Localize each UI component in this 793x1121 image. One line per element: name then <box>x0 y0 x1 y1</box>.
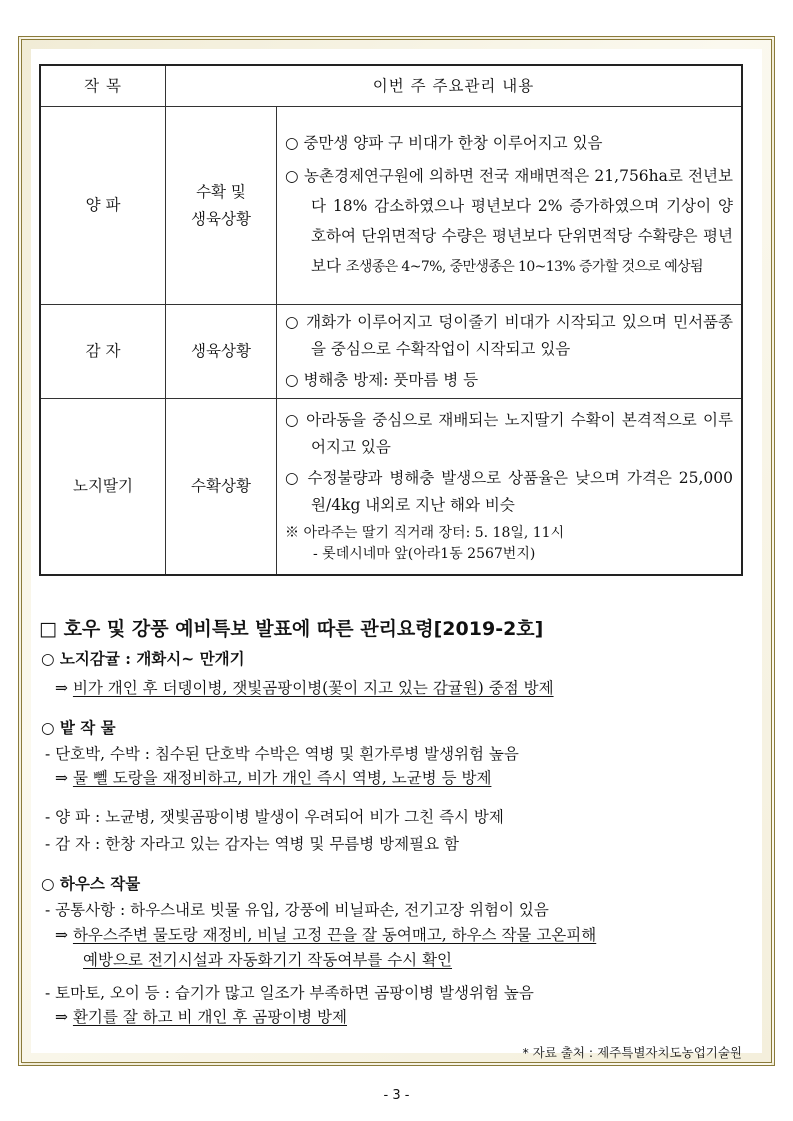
note-line: ※ 아라주는 딸기 직거래 장터: 5. 18일, 11시 <box>285 525 565 542</box>
bullet-text: ○ 병해충 방제: 풋마름 병 등 <box>285 371 479 389</box>
house-action <box>55 1005 347 1027</box>
crop-cell: 양 파 <box>40 107 166 305</box>
house-action <box>55 923 596 945</box>
bullet-text <box>285 161 733 282</box>
table-row <box>40 107 742 305</box>
category-cell: 생육상황 <box>166 305 277 399</box>
field-line: - 단호박, 수박 : 침수된 단호박 수박은 역병 및 흰가루병 발생위험 높음 <box>45 745 519 763</box>
bullet-text: ○ 수정불량과 병해충 발생으로 상품율은 낮으며 가격은 25,000원/4kg 내외로 지난 해와 비슷 <box>285 469 733 515</box>
page-number: - 3 - <box>383 1088 410 1103</box>
page-inner <box>31 49 762 1060</box>
house-action-text: 하우스주변 물도랑 재정비, 비닐 고정 끈을 잘 동여매고, 하우스 작물 고온피해 <box>72 926 597 944</box>
management-table <box>39 64 743 576</box>
category-line: 생육상황 <box>191 209 251 228</box>
category-cell <box>166 107 277 305</box>
field-line: - 양 파 : 노균병, 잿빛곰팡이병 발생이 우려되어 비가 그친 즉시 방제 <box>45 808 504 826</box>
table-row <box>40 305 742 399</box>
arrow-symbol: ⇒ <box>55 1008 68 1026</box>
section-title: □ 호우 및 강풍 예비특보 발표에 따른 관리요령[2019-2호] <box>39 618 544 640</box>
bullet-text: ○ 중만생 양파 구 비대가 한창 이루어지고 있음 <box>285 133 603 152</box>
citrus-heading: ○ 노지감귤 : 개화시~ 만개기 <box>41 649 245 668</box>
arrow-symbol: ⇒ <box>55 926 68 944</box>
citrus-action-text: 비가 개인 후 더뎅이병, 잿빛곰팡이병(꽃이 지고 있는 감귤원) 중점 방제 <box>72 679 554 697</box>
arrow-symbol: ⇒ <box>55 679 68 697</box>
house-action-text: 환기를 잘 하고 비 개인 후 곰팡이병 방제 <box>72 1008 347 1026</box>
field-action-text: 물 뻴 도랑을 재정비하고, 비가 개인 즉시 역병, 노균병 등 방제 <box>72 769 492 787</box>
content-cell <box>277 399 743 575</box>
source-note: * 자료 출처 : 제주특별자치도농업기술원 <box>522 1045 742 1060</box>
house-line: - 토마토, 오이 등 : 습기가 많고 일조가 부족하면 곰팡이병 발생위험 높음 <box>45 984 534 1002</box>
bullet-text: ○ 아라동을 중심으로 재배되는 노지딸기 수확이 본격적으로 이루어지고 있음 <box>285 411 733 457</box>
header-crop: 작 목 <box>40 65 166 107</box>
citrus-action <box>55 676 554 698</box>
arrow-symbol: ⇒ <box>55 769 68 787</box>
table-row <box>40 399 742 575</box>
table-header-row <box>40 65 742 107</box>
crop-cell: 감 자 <box>40 305 166 399</box>
field-action <box>55 766 491 788</box>
category-cell: 수확상황 <box>166 399 277 575</box>
note-text <box>285 523 733 565</box>
field-line: - 감 자 : 한창 자라고 있는 감자는 역병 및 무름병 방제필요 함 <box>45 835 459 853</box>
bullet-text-tail: 조생종은 4~7%, 중만생종은 10~13% 증가할 것으로 예상됨 <box>345 258 703 275</box>
bullet-text-main: ○ 농촌경제연구원에 의하면 전국 재배면적은 21,756ha로 전년보다 18% 감소하였으나 평년보다 2% 증가하였으며 기상이 양호하여 단위면적당 수량은 평년보다 단위면적당 수확량은 평년보다 <box>285 166 733 275</box>
crop-cell: 노지딸기 <box>40 399 166 575</box>
category-line: 수확 및 <box>196 182 246 201</box>
house-line: - 공통사항 : 하우스내로 빗물 유입, 강풍에 비닐파손, 전기고장 위험이 있음 <box>45 901 549 919</box>
field-crops-heading: ○ 밭 작 물 <box>41 718 116 737</box>
header-content: 이번 주 주요관리 내용 <box>166 65 743 107</box>
house-crops-heading: ○ 하우스 작물 <box>41 874 141 893</box>
content-cell <box>277 305 743 399</box>
content-cell <box>277 107 743 305</box>
note-sub-line: - 롯데시네마 앞(아라1동 2567번지) <box>313 546 536 563</box>
page-frame <box>18 36 775 1066</box>
bullet-text: ○ 개화가 이루어지고 덩이줄기 비대가 시작되고 있으며 민서품종을 중심으로 수확작업이 시작되고 있음 <box>285 313 733 358</box>
house-action-text-cont: 예방으로 전기시설과 자동화기기 작동여부를 수시 확인 <box>83 951 453 969</box>
